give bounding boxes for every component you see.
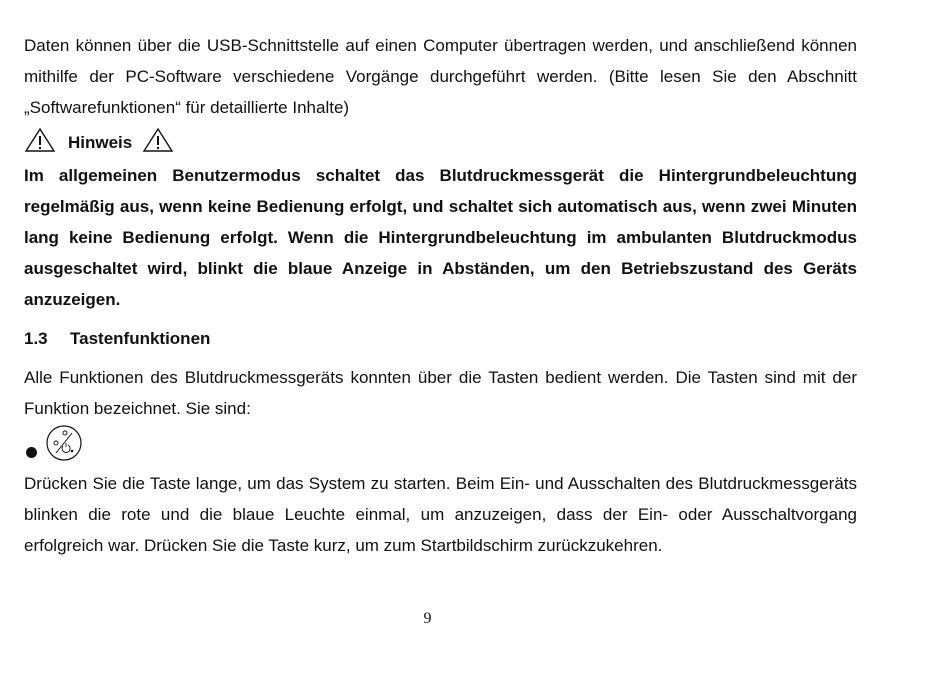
bullet-dot — [26, 447, 37, 458]
section-title: Tastenfunktionen — [70, 329, 211, 348]
warning-triangle-icon — [24, 127, 56, 153]
section-heading — [24, 326, 857, 352]
power-button-icon — [45, 424, 83, 462]
note-header — [24, 125, 857, 155]
page-number: 9 — [423, 610, 432, 627]
document-page — [24, 30, 857, 561]
button-bullet — [24, 426, 857, 462]
note-label: Hinweis — [68, 133, 133, 152]
intro-paragraph: Daten können über die USB-Schnittstelle auf einen Computer übertragen werden, und anschließend können mithilfe der PC-Software verschiedene Vorgänge durchgeführt werden. (Bitte lesen Sie den Abschnitt „Softwarefunktionen“ für detaillierte Inhalte) — [24, 36, 857, 117]
power-button-paragraph: Drücken Sie die Taste lange, um das System zu starten. Beim Ein- und Ausschalten des Blutdruckmessgeräts blinken die rote und die blaue Leuchte einmal, um anzuzeigen, dass der Ein- oder Ausschaltvorgang erfolgreich war. Drücken Sie die Taste kurz, um zum Startbildschirm zurückzukehren. — [24, 474, 857, 555]
note-paragraph: Im allgemeinen Benutzermodus schaltet das Blutdruckmessgerät die Hintergrundbeleuchtung regelmäßig aus, wenn keine Bedienung erfolgt, und schaltet sich automatisch aus, wenn zwei Minuten lang keine Bedienung erfolgt. Wenn die Hintergrundbeleuchtung im ambulanten Blutdruckmodus ausgeschaltet wird, blinkt die blaue Anzeige in Abständen, um den Betriebszustand des Geräts anzuzeigen. — [24, 166, 857, 309]
functions-intro-paragraph: Alle Funktionen des Blutdruckmessgeräts konnten über die Tasten bedient werden. Die Tasten sind mit der Funktion bezeichnet. Sie sind: — [24, 368, 857, 418]
warning-triangle-icon — [142, 127, 174, 153]
section-number: 1.3 — [24, 329, 48, 348]
